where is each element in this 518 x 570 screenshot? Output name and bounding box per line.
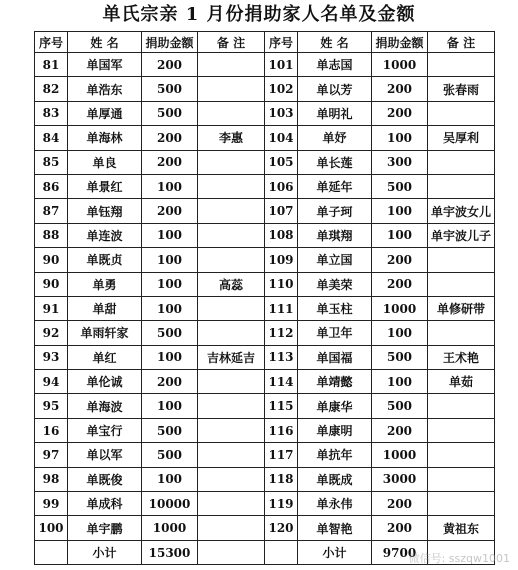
donor-amount: 200 — [142, 126, 198, 150]
donor-amount: 100 — [372, 199, 428, 223]
donor-amount: 100 — [142, 345, 198, 369]
header-name-right: 姓 名 — [298, 32, 372, 53]
donor-amount: 100 — [142, 272, 198, 296]
donor-note: 单宇波儿子 — [428, 223, 495, 247]
header-note-left: 备 注 — [198, 32, 265, 53]
header-no-right: 序号 — [265, 32, 298, 53]
subtotal-empty — [265, 540, 298, 564]
donor-name: 单国福 — [298, 345, 372, 369]
donor-note: 吴厚利 — [428, 126, 495, 150]
donor-name: 单妤 — [298, 126, 372, 150]
donor-no: 117 — [265, 443, 298, 467]
donor-no: 97 — [35, 443, 68, 467]
donor-no: 95 — [35, 394, 68, 418]
donor-no: 120 — [265, 516, 298, 540]
donor-no: 90 — [35, 272, 68, 296]
donor-amount: 500 — [372, 174, 428, 198]
donor-note — [198, 418, 265, 442]
donor-name: 单智艳 — [298, 516, 372, 540]
donor-note — [198, 443, 265, 467]
donor-amount: 100 — [142, 223, 198, 247]
table-row — [35, 516, 495, 540]
table-row — [35, 492, 495, 516]
donor-note — [198, 516, 265, 540]
donor-note: 高蕊 — [198, 272, 265, 296]
donor-amount: 500 — [142, 321, 198, 345]
donor-name: 单美荣 — [298, 272, 372, 296]
donor-note — [198, 199, 265, 223]
donor-amount: 100 — [372, 370, 428, 394]
donor-note — [428, 272, 495, 296]
donor-amount: 100 — [142, 467, 198, 491]
donor-note — [428, 467, 495, 491]
donor-name: 单雨轩家 — [68, 321, 142, 345]
subtotal-row — [35, 540, 495, 564]
donor-amount: 200 — [372, 516, 428, 540]
donor-amount: 100 — [142, 394, 198, 418]
donor-amount: 200 — [372, 77, 428, 101]
donor-no: 100 — [35, 516, 68, 540]
donor-name: 单成科 — [68, 492, 142, 516]
donor-amount: 100 — [142, 174, 198, 198]
donor-note — [198, 77, 265, 101]
donor-no: 91 — [35, 296, 68, 320]
donor-no: 83 — [35, 101, 68, 125]
donor-amount: 500 — [142, 77, 198, 101]
donor-amount: 100 — [142, 248, 198, 272]
donor-amount: 200 — [142, 150, 198, 174]
donor-no: 110 — [265, 272, 298, 296]
table-row — [35, 126, 495, 150]
watermark: 微信号: sszqw1001 — [408, 552, 510, 565]
donor-amount: 500 — [372, 394, 428, 418]
donor-no: 109 — [265, 248, 298, 272]
donor-amount: 1000 — [372, 443, 428, 467]
donor-note — [428, 150, 495, 174]
header-note-right: 备 注 — [428, 32, 495, 53]
donor-amount: 300 — [372, 150, 428, 174]
header-no-left: 序号 — [35, 32, 68, 53]
donor-note: 李惠 — [198, 126, 265, 150]
donor-amount: 500 — [142, 418, 198, 442]
donation-table — [34, 31, 495, 565]
donor-note — [198, 174, 265, 198]
donor-no: 92 — [35, 321, 68, 345]
table-row — [35, 321, 495, 345]
table-row — [35, 296, 495, 320]
donor-name: 单国军 — [68, 53, 142, 77]
donor-name: 单康华 — [298, 394, 372, 418]
donor-note — [428, 174, 495, 198]
donor-no: 116 — [265, 418, 298, 442]
donor-name: 单海波 — [68, 394, 142, 418]
donor-name: 单红 — [68, 345, 142, 369]
donor-no: 90 — [35, 248, 68, 272]
donor-amount: 1000 — [372, 53, 428, 77]
donor-amount: 200 — [142, 370, 198, 394]
donor-amount: 10000 — [142, 492, 198, 516]
donor-name: 单宝行 — [68, 418, 142, 442]
table-row — [35, 345, 495, 369]
donor-no: 104 — [265, 126, 298, 150]
donor-note — [428, 443, 495, 467]
donor-note: 单修研带 — [428, 296, 495, 320]
donor-note — [428, 394, 495, 418]
donor-amount: 200 — [372, 248, 428, 272]
donor-amount: 200 — [142, 199, 198, 223]
donor-name: 单以芳 — [298, 77, 372, 101]
donor-name: 单浩东 — [68, 77, 142, 101]
donor-no: 103 — [265, 101, 298, 125]
table-row — [35, 370, 495, 394]
donor-note — [428, 418, 495, 442]
donor-no: 16 — [35, 418, 68, 442]
donor-name: 单既贞 — [68, 248, 142, 272]
donor-name: 单甜 — [68, 296, 142, 320]
header-amount-left: 捐助金额 — [142, 32, 198, 53]
donor-note — [198, 321, 265, 345]
donor-name: 单长莲 — [298, 150, 372, 174]
donor-no: 84 — [35, 126, 68, 150]
table-row — [35, 77, 495, 101]
donor-no: 82 — [35, 77, 68, 101]
donor-name: 单抗年 — [298, 443, 372, 467]
donor-name: 单子珂 — [298, 199, 372, 223]
donor-name: 单志国 — [298, 53, 372, 77]
donor-name: 单连波 — [68, 223, 142, 247]
table-row — [35, 248, 495, 272]
donor-no: 111 — [265, 296, 298, 320]
donor-no: 86 — [35, 174, 68, 198]
donor-name: 单勇 — [68, 272, 142, 296]
donor-no: 119 — [265, 492, 298, 516]
donor-name: 单厚通 — [68, 101, 142, 125]
subtotal-label-right: 小计 — [298, 540, 372, 564]
donor-name: 单既成 — [298, 467, 372, 491]
donor-name: 单既俊 — [68, 467, 142, 491]
donor-amount: 1000 — [142, 516, 198, 540]
donor-name: 单玉柱 — [298, 296, 372, 320]
donor-note — [198, 296, 265, 320]
donor-no: 94 — [35, 370, 68, 394]
donor-note: 吉林延吉 — [198, 345, 265, 369]
donor-note — [428, 321, 495, 345]
donor-name: 单卫年 — [298, 321, 372, 345]
donor-name: 单以军 — [68, 443, 142, 467]
donor-note — [428, 248, 495, 272]
donor-name: 单康明 — [298, 418, 372, 442]
subtotal-note-left — [198, 540, 265, 564]
donor-name: 单伦诚 — [68, 370, 142, 394]
donor-no: 81 — [35, 53, 68, 77]
subtotal-amount-left: 15300 — [142, 540, 198, 564]
donor-name: 单钰翔 — [68, 199, 142, 223]
donor-no: 106 — [265, 174, 298, 198]
donor-no: 115 — [265, 394, 298, 418]
donor-no: 107 — [265, 199, 298, 223]
donor-no: 114 — [265, 370, 298, 394]
donor-note — [198, 467, 265, 491]
donor-amount: 500 — [142, 443, 198, 467]
table-row — [35, 199, 495, 223]
donor-name: 单海林 — [68, 126, 142, 150]
table-row — [35, 394, 495, 418]
donor-name: 单延年 — [298, 174, 372, 198]
page-title: 单氏宗亲 1 月份捐助家人名单及金额 — [102, 4, 416, 25]
donor-amount: 100 — [372, 321, 428, 345]
donor-amount: 200 — [142, 53, 198, 77]
donor-amount: 500 — [142, 101, 198, 125]
donor-no: 99 — [35, 492, 68, 516]
donor-note — [198, 394, 265, 418]
header-amount-right: 捐助金额 — [372, 32, 428, 53]
donor-name: 单立国 — [298, 248, 372, 272]
donor-amount: 3000 — [372, 467, 428, 491]
donor-note — [198, 101, 265, 125]
donor-name: 单景红 — [68, 174, 142, 198]
donor-no: 93 — [35, 345, 68, 369]
donor-note — [428, 101, 495, 125]
table-row — [35, 101, 495, 125]
table-row — [35, 272, 495, 296]
donor-no: 87 — [35, 199, 68, 223]
donor-note: 黄祖东 — [428, 516, 495, 540]
donor-amount: 1000 — [372, 296, 428, 320]
donor-note — [428, 53, 495, 77]
donor-note — [198, 370, 265, 394]
donor-note: 单茹 — [428, 370, 495, 394]
donor-amount: 100 — [142, 296, 198, 320]
donor-no: 88 — [35, 223, 68, 247]
table-row — [35, 223, 495, 247]
donor-name: 单明礼 — [298, 101, 372, 125]
donor-no: 105 — [265, 150, 298, 174]
donor-note — [198, 223, 265, 247]
subtotal-empty — [35, 540, 68, 564]
donor-note: 单宇波女儿 — [428, 199, 495, 223]
donor-amount: 100 — [372, 126, 428, 150]
donor-no: 112 — [265, 321, 298, 345]
donor-note — [198, 150, 265, 174]
donor-note — [198, 248, 265, 272]
table-row — [35, 53, 495, 77]
table-row — [35, 418, 495, 442]
donor-no: 85 — [35, 150, 68, 174]
subtotal-note-right — [428, 540, 495, 564]
donor-no: 118 — [265, 467, 298, 491]
donor-name: 单永伟 — [298, 492, 372, 516]
donor-note — [198, 53, 265, 77]
donor-name: 单靖懿 — [298, 370, 372, 394]
donor-name: 单宇鹏 — [68, 516, 142, 540]
donor-no: 98 — [35, 467, 68, 491]
table-row — [35, 443, 495, 467]
subtotal-amount-right: 9700 — [372, 540, 428, 564]
table-row — [35, 150, 495, 174]
donor-name: 单琪翔 — [298, 223, 372, 247]
header-name-left: 姓 名 — [68, 32, 142, 53]
subtotal-label-left: 小计 — [68, 540, 142, 564]
donor-note — [428, 492, 495, 516]
donor-no: 102 — [265, 77, 298, 101]
donor-amount: 500 — [372, 345, 428, 369]
donor-amount: 200 — [372, 272, 428, 296]
table-row — [35, 174, 495, 198]
donor-note: 王术艳 — [428, 345, 495, 369]
donor-note: 张春雨 — [428, 77, 495, 101]
donor-note — [198, 492, 265, 516]
header-row — [35, 32, 495, 53]
donor-amount: 100 — [372, 223, 428, 247]
donor-amount: 200 — [372, 492, 428, 516]
donor-amount: 200 — [372, 418, 428, 442]
donor-no: 113 — [265, 345, 298, 369]
table-row — [35, 467, 495, 491]
donor-no: 108 — [265, 223, 298, 247]
donor-no: 101 — [265, 53, 298, 77]
donor-name: 单良 — [68, 150, 142, 174]
donor-amount: 200 — [372, 101, 428, 125]
